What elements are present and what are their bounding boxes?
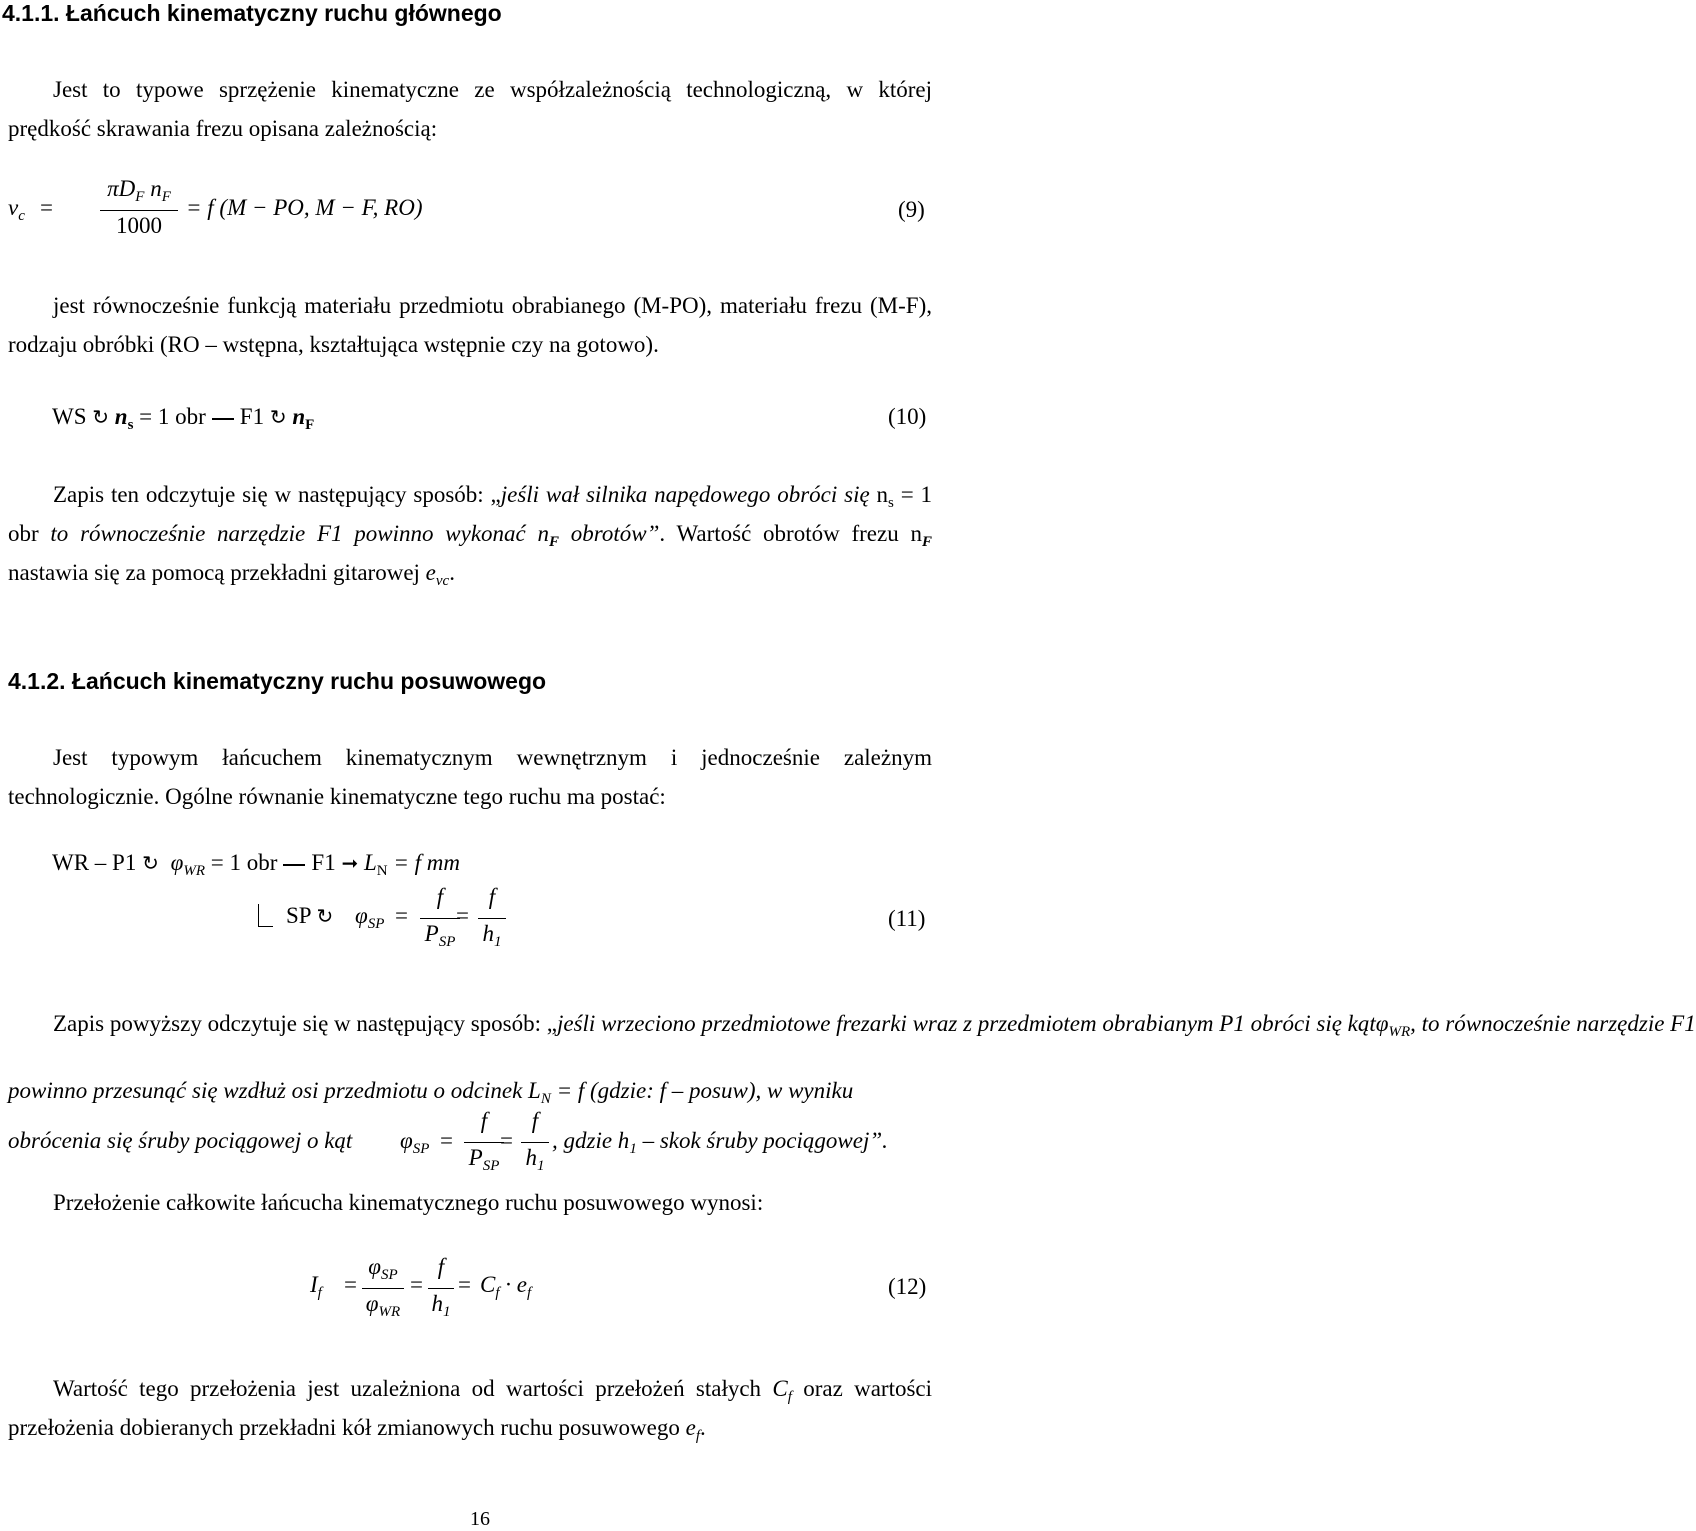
kinematic-chain-11-line1: WR – P1 ↻ $\varphi_{WR} = 1$ obr F1 ➞ $L_N = f$ mm (52, 850, 460, 879)
intro-paragraph-1: Jest to typowe sprzężenie kinematyczne ze współzależnością technologiczną, w której prędkość skrawania frezu opisana zależnością: (8, 77, 932, 141)
section-heading-feed-motion: 4.1.2. Łańcuch kinematyczny ruchu posuwowego (8, 668, 547, 694)
rotation-arrow-icon: ↻ (269, 405, 287, 429)
rotation-arrow-icon: ↻ (316, 904, 334, 928)
connector-line-icon (283, 864, 305, 866)
intro-paragraph-2: Jest typowym łańcuchem kinematycznym wewnętrznym i jednocześnie zależnym technologicznie. Ogólne równanie kinematyczne tego ruchu ma postać: (8, 745, 932, 809)
paragraph-after-eq9: jest równocześnie funkcją materiału przedmiotu obrabianego (M-PO), materiału frezu (M-F), rodzaju obróbki (RO – wstępna, kształtująca wstępnie czy na gotowo). (8, 293, 932, 357)
equation-12-number: (12) (888, 1274, 927, 1299)
page-number: 16 (470, 1508, 490, 1530)
equation-9-number: (9) (898, 197, 925, 222)
explanation-paragraph-1: Zapis ten odczytuje się w następujący sposób: „jeśli wał silnika napędowego obróci się $n_s = 1$ obr to równocześnie narzędzie F1 powinno wykonać $n_F$ obrotów”. Wartość obrotów frezu $n_F$ nastawia się za pomocą przekładni gitarowej $e_{vc}$. (8, 482, 933, 589)
equation-11-number: (11) (888, 906, 926, 931)
closing-paragraph: Wartość tego przełożenia jest uzależniona od wartości przełożeń stałych $C_f$ oraz wartości przełożenia dobieranych przekładni kół zmianowych ruchu posuwowego $e_f$. (8, 1376, 933, 1444)
connector-line-icon (212, 418, 234, 420)
total-ratio-intro: Przełożenie całkowite łańcucha kinematycznego ruchu posuwowego wynosi: (53, 1190, 764, 1215)
rotation-arrow-icon: ↻ (142, 851, 159, 875)
branch-corner-icon (258, 904, 273, 927)
equation-10-number: (10) (888, 404, 927, 429)
rotation-arrow-icon: ↻ (92, 405, 110, 429)
section-heading-main-motion: 4.1.1. Łańcuch kinematyczny ruchu głównego (2, 0, 502, 26)
linear-arrow-icon: ➞ (341, 851, 359, 875)
